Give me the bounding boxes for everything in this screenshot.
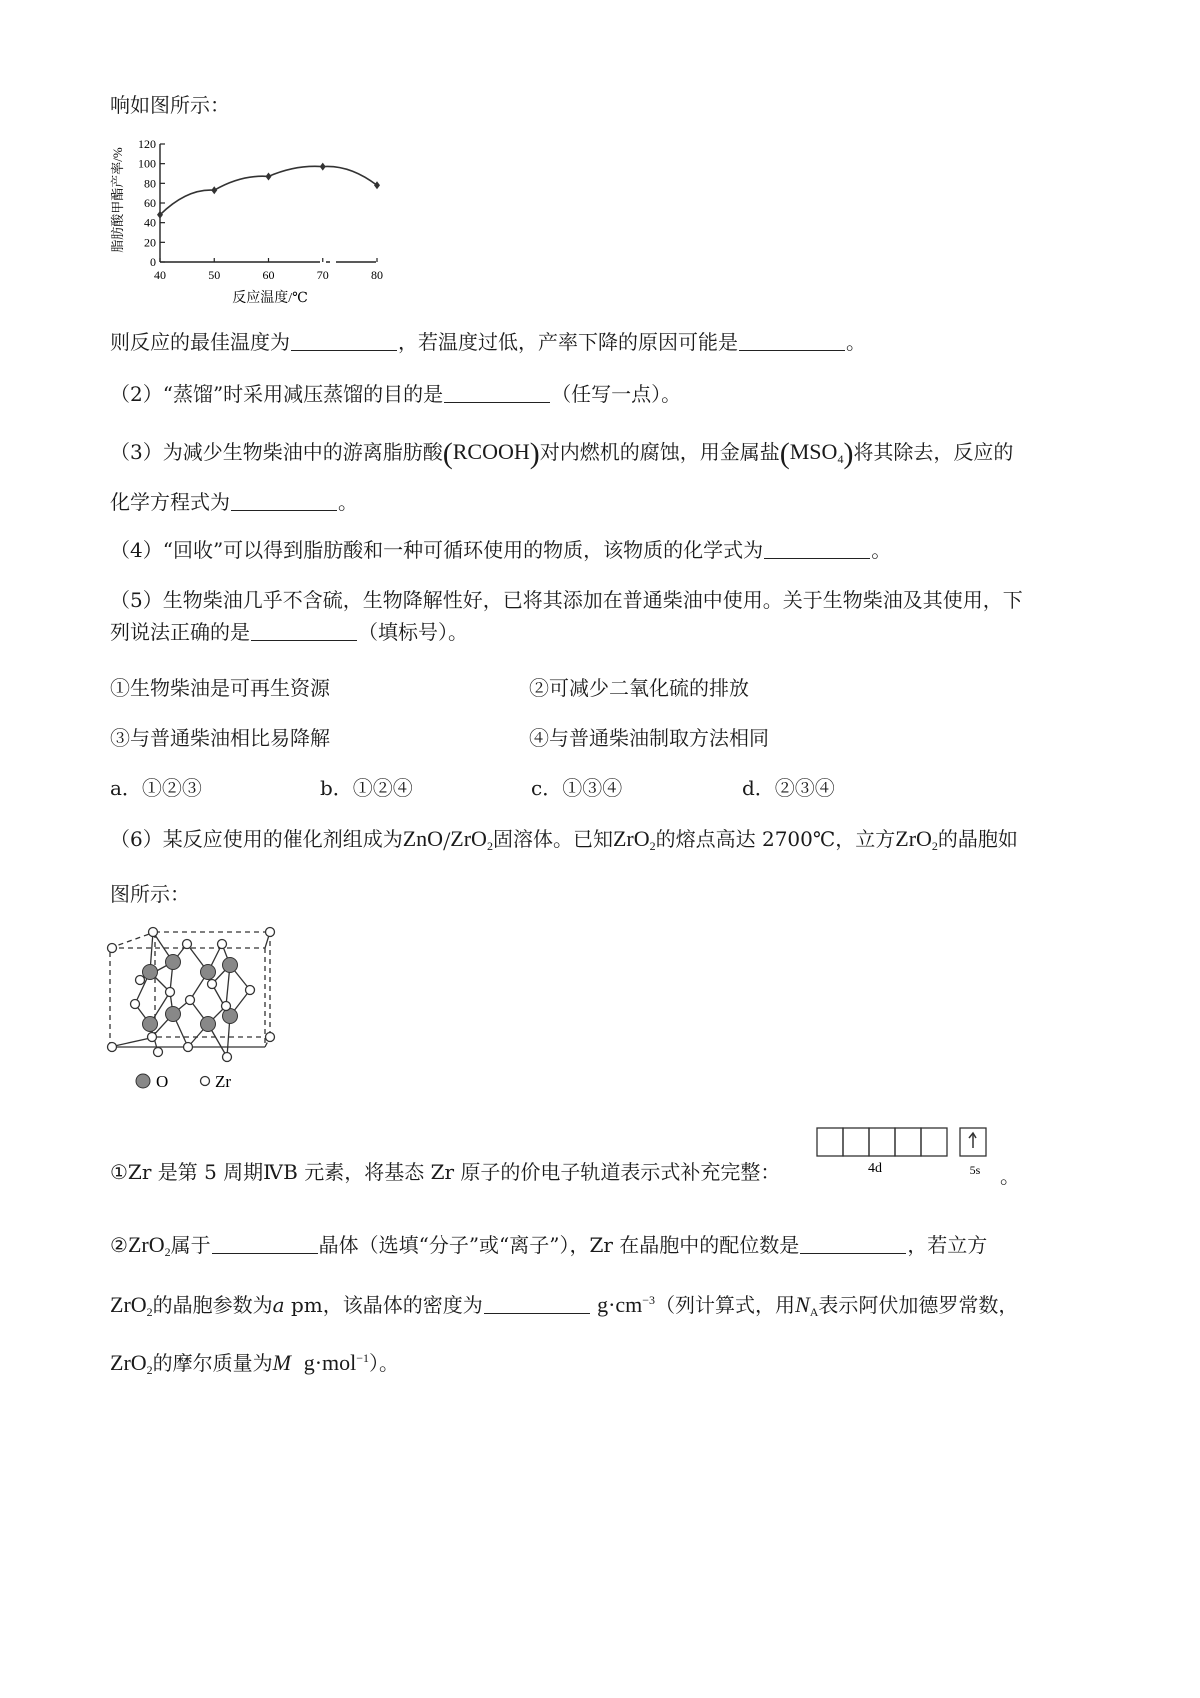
answer-blank-coordination[interactable] bbox=[800, 1233, 906, 1254]
o-atom bbox=[201, 1017, 216, 1032]
q6-1-end: 。 bbox=[1000, 1164, 1020, 1188]
legend-zr-marker bbox=[201, 1077, 210, 1086]
q6-2-line1: ②ZrO$_2$属于 晶体（选填“分子”或“离子”），Zr 在晶胞中的配位数是 ，若立方 bbox=[110, 1232, 988, 1259]
legend-zr-label: Zr bbox=[215, 1072, 232, 1091]
q6-line1: （6）某反应使用的催化剂组成为ZnO/ZrO$_2$固溶体。已知ZrO$_2$的熔点高达 2700℃，立方ZrO$_2$的晶胞如 bbox=[110, 826, 1018, 856]
zr-atom bbox=[266, 1033, 275, 1042]
q6-line2: 图所示： bbox=[110, 882, 190, 906]
option-c[interactable]: c．①③④ bbox=[531, 776, 623, 800]
zr-atom bbox=[184, 1043, 193, 1052]
x-tick-label: 80 bbox=[371, 268, 383, 282]
option-d[interactable]: d．②③④ bbox=[742, 776, 835, 800]
chart-y-ticks bbox=[138, 137, 165, 269]
answer-blank-q3[interactable] bbox=[231, 490, 337, 511]
intro-text: 响如图所示： bbox=[110, 93, 230, 117]
x-tick-label: 40 bbox=[154, 268, 166, 282]
q6-1-line: ①Zr 是第 5 周期ⅣB 元素，将基态 Zr 原子的价电子轨道表示式补充完整： bbox=[110, 1160, 781, 1184]
y-tick-label: 60 bbox=[144, 196, 156, 210]
q3-line2: 化学方程式为 。 bbox=[110, 490, 358, 514]
q5-line1: （5）生物柴油几乎不含硫，生物降解性好，已将其添加在普通柴油中使用。关于生物柴油及其使用，下 bbox=[110, 588, 1023, 612]
answer-blank-density[interactable] bbox=[484, 1293, 590, 1314]
chart-axes bbox=[160, 144, 377, 262]
legend-o-marker bbox=[136, 1074, 150, 1088]
o-atom bbox=[201, 965, 216, 980]
orbital-label-4d: 4d bbox=[868, 1161, 882, 1176]
option-b[interactable]: b．①②④ bbox=[320, 776, 413, 800]
answer-blank-q2[interactable] bbox=[444, 382, 550, 403]
zr-atom bbox=[108, 944, 117, 953]
q2-line: （2）“蒸馏”时采用减压蒸馏的目的是 （任写一点）。 bbox=[110, 382, 682, 406]
y-tick-label: 40 bbox=[144, 215, 156, 230]
y-tick-label: 100 bbox=[138, 156, 156, 171]
y-tick-label: 120 bbox=[138, 137, 156, 151]
x-tick-label: 70 bbox=[316, 268, 329, 282]
zr-atom bbox=[246, 986, 255, 995]
zr-atom bbox=[166, 988, 175, 997]
series-points bbox=[157, 163, 380, 219]
statement-1: ①生物柴油是可再生资源 bbox=[110, 676, 330, 700]
zr-atom bbox=[223, 1053, 232, 1062]
x-axis-label: 反应温度/℃ bbox=[232, 291, 308, 306]
statement-3: ③与普通柴油相比易降解 bbox=[110, 726, 330, 750]
zr-atom bbox=[208, 980, 217, 989]
statement-4: ④与普通柴油制取方法相同 bbox=[529, 726, 769, 750]
zr-atom bbox=[183, 940, 192, 949]
zr-atom bbox=[222, 1002, 231, 1011]
formula-zno-zro2: ZnO/ZrO$_2$ bbox=[402, 826, 493, 856]
data-point bbox=[374, 181, 380, 189]
q4-line: （4）“回收”可以得到脂肪酸和一种可循环使用的物质，该物质的化学式为 。 bbox=[110, 538, 892, 562]
orbital-label-5s: 5s bbox=[969, 1163, 981, 1177]
zr-atom bbox=[149, 928, 158, 937]
q1-line: 则反应的最佳温度为 ，若温度过低，产率下降的原因可能是 。 bbox=[110, 330, 866, 354]
o-atom bbox=[143, 1017, 158, 1032]
o-atom bbox=[166, 955, 181, 970]
zr-atom bbox=[148, 1033, 157, 1042]
zr-atom bbox=[186, 996, 195, 1005]
zr-atom bbox=[154, 1048, 163, 1057]
o-atom bbox=[166, 1007, 181, 1022]
y-axis-label: 脂肪酸甲酯产率/% bbox=[110, 147, 125, 253]
answer-blank-q5[interactable] bbox=[251, 620, 357, 641]
zro2-unit-cell-diagram bbox=[100, 920, 300, 1100]
orbital-diagram[interactable] bbox=[815, 1122, 1000, 1184]
zr-atom bbox=[266, 928, 275, 937]
y-tick-label: 80 bbox=[144, 176, 156, 191]
data-point bbox=[211, 186, 217, 194]
data-point bbox=[320, 163, 326, 171]
zr-atom bbox=[136, 976, 145, 985]
data-point bbox=[266, 172, 272, 180]
legend-o-label: O bbox=[156, 1072, 169, 1091]
statement-2: ②可减少二氧化硫的排放 bbox=[529, 676, 749, 700]
q5-line2: 列说法正确的是 （填标号）。 bbox=[110, 620, 468, 644]
zr-atom bbox=[108, 1043, 117, 1052]
x-tick-label: 50 bbox=[208, 268, 221, 282]
y-tick-label: 20 bbox=[144, 235, 156, 250]
answer-blank-q4[interactable] bbox=[764, 538, 870, 559]
option-a[interactable]: a．①②③ bbox=[110, 776, 202, 800]
zr-atom bbox=[218, 940, 227, 949]
o-atom bbox=[223, 958, 238, 973]
answer-blank-crystal-type[interactable] bbox=[212, 1233, 318, 1254]
x-tick-label: 60 bbox=[262, 268, 275, 282]
y-tick-label: 0 bbox=[150, 255, 156, 269]
q6-2-line3: ZrO$_2$的摩尔质量为M g·mol$^{-1}$）。 bbox=[110, 1350, 400, 1377]
answer-blank-reason[interactable] bbox=[739, 330, 845, 351]
yield-temperature-chart bbox=[100, 130, 410, 315]
q3-line1: （3）为减少生物柴油中的游离脂肪酸(RCOOH)对内燃机的腐蚀，用金属盐$(MSO_4)$将其除去，反应的 bbox=[110, 437, 1014, 470]
formula-rcooh: RCOOH bbox=[452, 439, 530, 464]
formula-mso4: $MSO_4$ bbox=[789, 439, 844, 466]
answer-blank-temperature[interactable] bbox=[291, 330, 397, 351]
zr-atom bbox=[131, 1000, 140, 1009]
q6-2-line2: ZrO$_2$的晶胞参数为a pm，该晶体的密度为 $g\cdot cm^{-3}$（列计算式，用$N_A$表示阿伏加德罗常数， bbox=[110, 1292, 1019, 1319]
o-atom bbox=[143, 965, 158, 980]
